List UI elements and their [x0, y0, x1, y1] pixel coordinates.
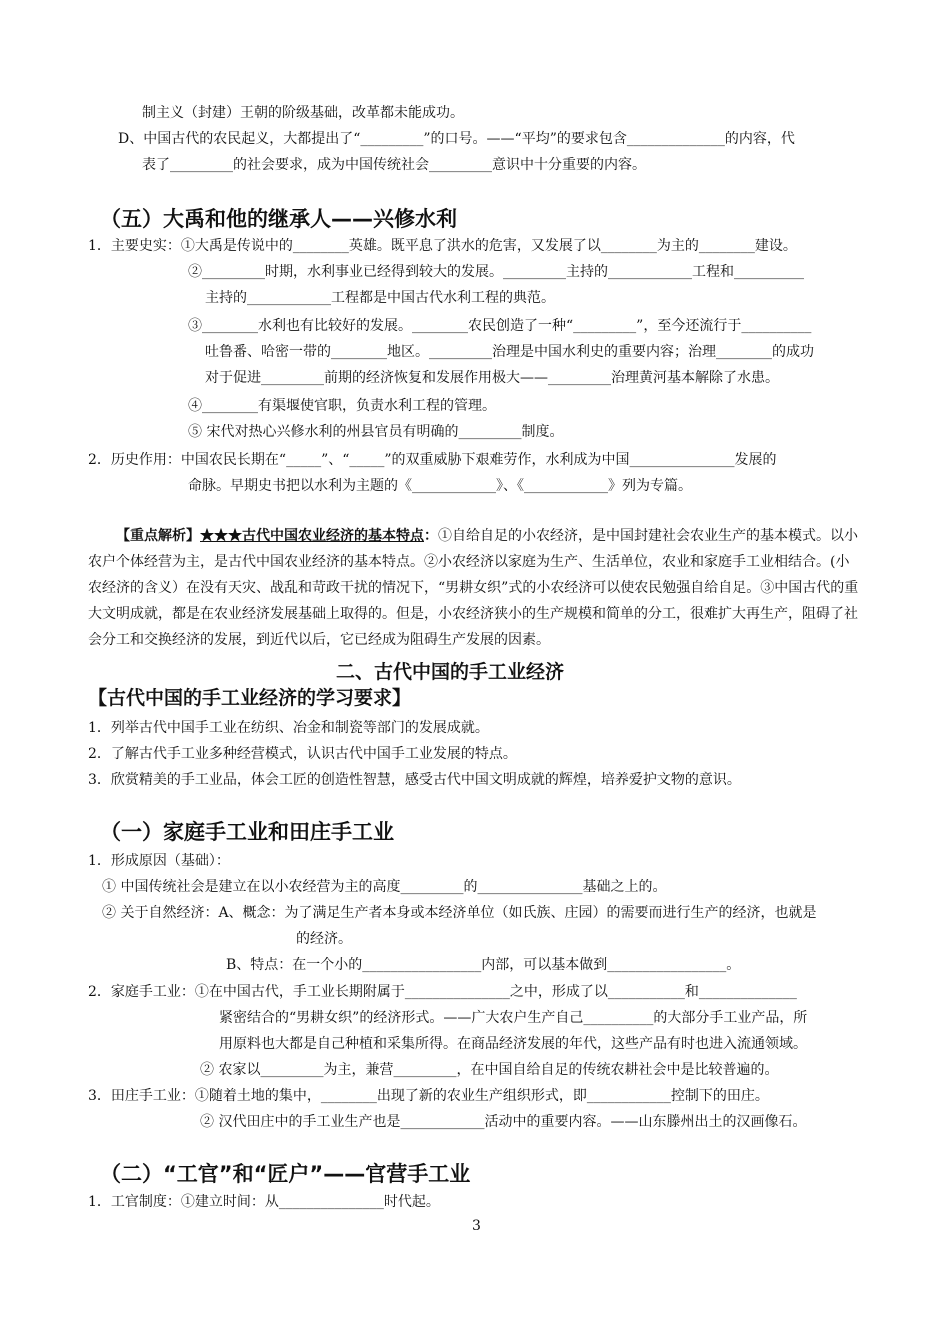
text-line: 2．了解古代手工业多种经营模式，认识古代中国手工业发展的特点。 [88, 746, 517, 762]
text-line: 3．田庄手工业：①随着土地的集中，________出现了新的农业生产组织形式，即____________控制下的田庄。 [88, 1088, 769, 1104]
text-line: 3．欣赏精美的手工业品，体会工匠的创造性智慧，感受古代中国文明成就的辉煌，培养爱护文物的意识。 [88, 772, 741, 788]
text-line: 1．列举古代中国手工业在纺织、冶金和制瓷等部门的发展成就。 [88, 720, 489, 736]
text-line: 用原料也大都是自己种植和采集所得。在商品经济发展的年代，这些产品有时也进入流通领域。 [219, 1036, 807, 1052]
text-line: 表了_________的社会要求，成为中国传统社会_________意识中十分重要的内容。 [142, 157, 646, 173]
text-line: ① 中国传统社会是建立在以小农经营为主的高度_________的_______________基础之上的。 [102, 879, 667, 895]
text-line: 命脉。早期史书把以水利为主题的《____________》、《____________》列为专篇。 [188, 478, 692, 494]
text-line: ⑤ 宋代对热心兴修水利的州县官员有明确的_________制度。 [188, 424, 564, 440]
text-line: 2．家庭手工业：①在中国古代，手工业长期附属于_______________之中，形成了以___________和______________ [88, 984, 797, 1000]
text-line: ② 农家以_________为主，兼营_________，在中国自给自足的传统农耕社会中是比较普遍的。 [200, 1062, 779, 1078]
text-line: 主持的____________工程都是中国古代水利工程的典范。 [205, 290, 555, 306]
text-line: ④________有渠堰使官职，负责水利工程的管理。 [188, 398, 496, 414]
text-line: 的经济。 [296, 931, 352, 947]
key-analysis-paragraph [88, 523, 863, 653]
text-line: ② 关于自然经济：A、概念：为了满足生产者本身或本经济单位（如氏族、庄园）的需要而进行生产的经济，也就是 [102, 905, 817, 921]
text-line: ②_________时期，水利事业已经得到较大的发展。_________主持的____________工程和__________ [188, 264, 804, 280]
text-line: 1．工官制度：①建立时间：从_______________时代起。 [88, 1194, 440, 1210]
page-number: 3 [472, 1218, 481, 1234]
text-line: 紧密结合的“男耕女织”的经济形式。——广大农户生产自己__________的大部分手工业产品，所 [219, 1010, 808, 1026]
text-line: ② 汉代田庄中的手工业生产也是____________活动中的重要内容。——山东滕州出土的汉画像石。 [200, 1114, 807, 1130]
section-heading: 【古代中国的手工业经济的学习要求】 [88, 687, 412, 709]
text-line: 2．历史作用：中国农民长期在“_____”、“_____”的双重威胁下艰难劳作，水利成为中国_______________发展的 [88, 452, 777, 468]
analysis-body: ①自给自足的小农经济，是中国封建社会农业生产的基本模式。以小农户个体经营为主，是古代中国农业经济的基本特点。②小农经济以家庭为生产、生活单位，农业和家庭手工业相结合。(小农经济的含义）在没有天灾、战乱和苛政干扰的情况下，“男耕女织”式的小农经济可以使农民勉强自给自足。③中国古代的重大文明成就，都是在农业经济发展基础上取得的。但是，小农经济狭小的生产规模和简单的分工，很难扩大再生产，阻碍了社会分工和交换经济的发展，到近代以后，它已经成为阻碍生产发展的因素。 [88, 528, 859, 648]
section-heading: （一）家庭手工业和田庄手工业 [100, 820, 394, 844]
text-line: 1．主要史实：①大禹是传说中的________英雄。既平息了洪水的危害，又发展了以________为主的________建设。 [88, 238, 797, 254]
text-line: 对于促进_________前期的经济恢复和发展作用极大——_________治理黄河基本解除了水患。 [205, 370, 779, 386]
text-line: B、特点：在一个小的_________________内部，可以基本做到_________________。 [226, 957, 741, 973]
text-line: 制主义（封建）王朝的阶级基础，改革都未能成功。 [142, 105, 464, 121]
section-heading: （五）大禹和他的继承人——兴修水利 [100, 207, 457, 231]
text-line: 吐鲁番、哈密一带的________地区。_________治理是中国水利史的重要内容；治理________的成功 [205, 344, 814, 360]
analysis-colon: ： [424, 528, 438, 544]
text-line: D、中国古代的农民起义，大都提出了“_________”的口号。——“平均”的要求包含______________的内容，代 [118, 131, 795, 147]
text-line: 1．形成原因（基础）： [88, 853, 230, 869]
analysis-label: 【重点解析】 [116, 528, 200, 544]
section-heading: （二）“工官”和“匠户”——官营手工业 [100, 1162, 471, 1186]
analysis-title: ★★★古代中国农业经济的基本特点 [200, 528, 424, 544]
section-heading: 二、古代中国的手工业经济 [336, 661, 565, 683]
text-line: ③________水利也有比较好的发展。________农民创造了一种“_________”，至今还流行于__________ [188, 318, 812, 334]
